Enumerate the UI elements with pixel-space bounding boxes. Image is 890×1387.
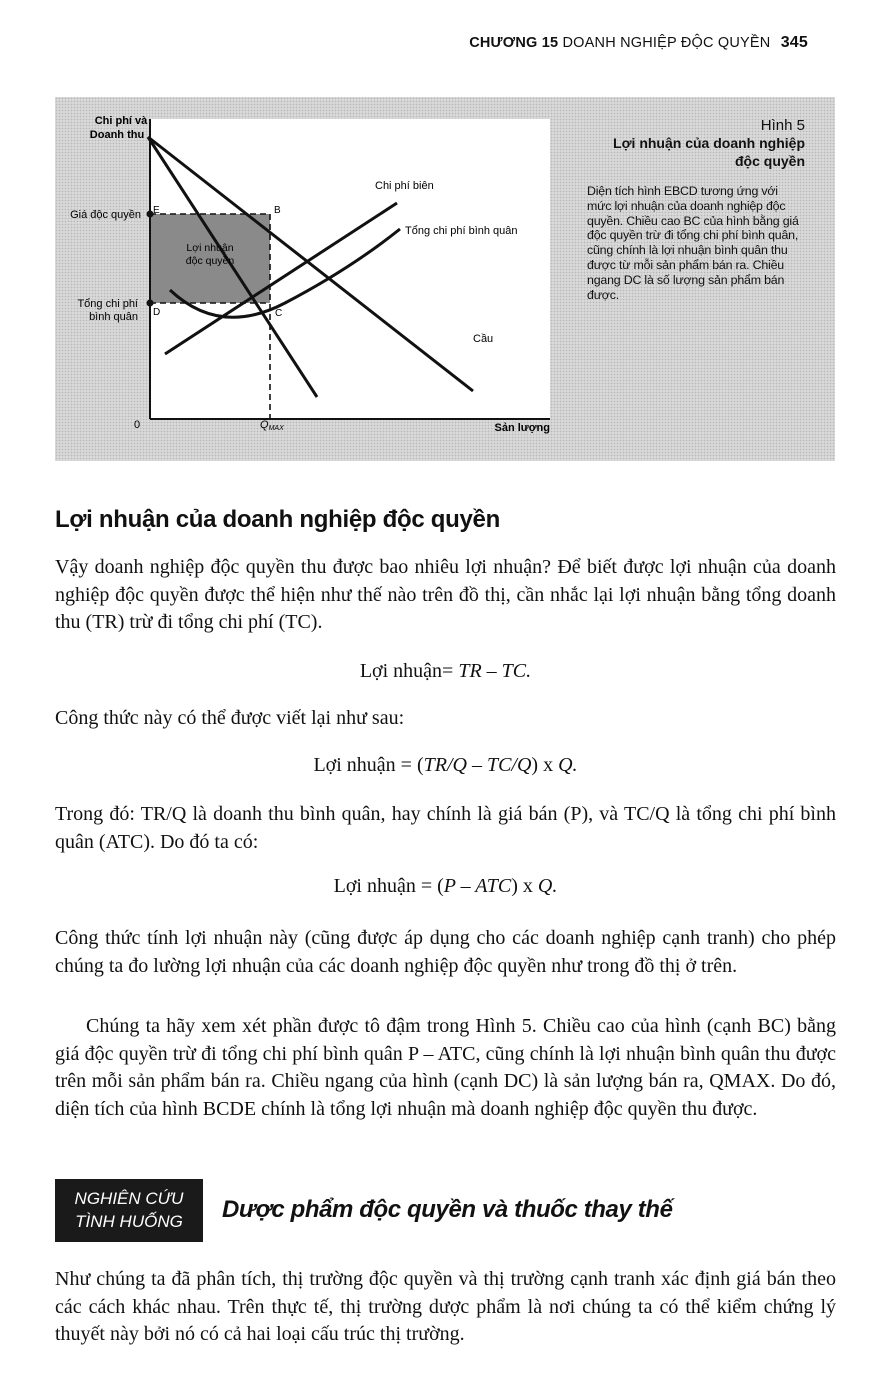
demand-curve-label: Cầu — [473, 333, 494, 345]
paragraph-analysis: Chúng ta hãy xem xét phần được tô đậm trong Hình 5. Chiều cao của hình (cạnh BC) bằng giá độc quyền trừ đi tổng chi phí bình quân P – ATC, cũng chính là lợi nhuận bình quân thu được trên mỗi sản phẩm bán ra. Chiều ngang của hình (cạnh DC) là sản lượng bán ra, QMAX. Do đó, diện tích của hình BCDE chính là tổng lợi nhuận mà doanh nghiệp độc quyền thu được. — [55, 1015, 836, 1120]
point-e-label: E — [153, 205, 160, 216]
case-study-label-line2: TÌNH HUỐNG — [75, 1212, 183, 1231]
formula-profit-3 — [55, 875, 836, 898]
paragraph-rewrite: Công thức này có thể được viết lại như sau: — [55, 707, 405, 729]
figure-panel — [55, 97, 835, 461]
formula-2-expression: TR/Q – TC/Q — [423, 754, 532, 776]
running-header — [469, 34, 808, 52]
figure-caption — [587, 117, 805, 302]
atc-label-line1: Tổng chi phí — [77, 298, 138, 310]
formula-2-q: Q. — [558, 754, 578, 776]
page-number: 345 — [780, 34, 808, 51]
qmax-label: QMAX — [260, 419, 284, 432]
mc-curve-label: Chi phí biên — [375, 180, 434, 192]
formula-1-label: Lợi nhuận= — [359, 660, 454, 682]
section-heading: Lợi nhuận của doanh nghiệp độc quyền — [55, 506, 500, 533]
figure-title: Lợi nhuận của doanh nghiệp độc quyền — [613, 135, 805, 169]
profit-label-line1: Lợi nhuận — [186, 242, 234, 254]
point-d-label: D — [153, 307, 161, 318]
point-c-label: C — [275, 308, 283, 319]
paragraph-case-study: Như chúng ta đã phân tích, thị trường độc quyền và thị trường cạnh tranh xác định giá bán theo các cách khác nhau. Trên thực tế, thị trường dược phẩm là nơi chúng ta có thể kiểm chứng lý thuyết này bởi nó có cả hai loại cấu trúc thị trường. — [55, 1268, 836, 1345]
atc-label-line2: bình quân — [89, 311, 138, 323]
figure-description: Diện tích hình EBCD tương ứng với mức lợi nhuận của doanh nghiệp độc quyền. Chiều cao BC của hình bằng giá độc quyền trừ đi tổng chi phí bình quân, cũng chính là lợi nhuận bình quân thu được từ mỗi sản phẩm bán ra. Chiều ngang DC là số lượng sản phẩm bán được. — [587, 184, 799, 302]
formula-profit-2 — [55, 754, 836, 777]
paragraph-definitions: Trong đó: TR/Q là doanh thu bình quân, hay chính là giá bán (P), và TC/Q là tổng chi phí bình quân (ATC). Do đó ta có: — [55, 803, 836, 853]
profit-label-line2: độc quyền — [185, 255, 235, 267]
y-axis-label-line1: Chi phí và — [94, 115, 148, 127]
paragraph-application: Công thức tính lợi nhuận này (cũng được áp dụng cho các doanh nghiệp cạnh tranh) cho phép chúng ta đo lường lợi nhuận của các doanh nghiệp độc quyền như trong đồ thị ở trên. — [55, 927, 836, 977]
case-study-badge — [55, 1179, 203, 1242]
paragraph-intro: Vậy doanh nghiệp độc quyền thu được bao nhiêu lợi nhuận? Để biết được lợi nhuận của doanh nghiệp độc quyền được thể hiện như thế nào trên đồ thị, cần nhắc lại lợi nhuận bằng tổng doanh thu (TR) trừ đi tổng chi phí (TC). — [55, 556, 836, 633]
point-b-label: B — [274, 205, 281, 216]
formula-2-tail: ) x — [531, 754, 559, 776]
point-d-marker — [147, 300, 154, 307]
atc-curve-label: Tổng chi phí bình quân — [405, 225, 518, 237]
case-study-title: Dược phẩm độc quyền và thuốc thay thế — [222, 1196, 673, 1223]
y-axis-label-line2: Doanh thu — [89, 129, 145, 141]
formula-3-expression: P – ATC — [443, 875, 512, 897]
formula-2-label: Lợi nhuận = ( — [313, 754, 424, 776]
x-axis-label: Sản lượng — [494, 422, 550, 434]
case-study-label-line1: NGHIÊN CỨU — [74, 1189, 184, 1208]
formula-3-label: Lợi nhuận = ( — [333, 875, 444, 897]
figure-number: Hình 5 — [760, 117, 805, 134]
price-label: Giá độc quyền — [70, 209, 141, 221]
chapter-number: CHƯƠNG 15 — [469, 35, 559, 51]
formula-profit-1 — [55, 660, 836, 683]
formula-3-tail: ) x — [511, 875, 538, 897]
formula-3-q: Q. — [537, 875, 558, 897]
formula-1-expression: TR – TC. — [458, 660, 532, 682]
origin-label: 0 — [133, 419, 141, 431]
chapter-title: DOANH NGHIỆP ĐỘC QUYỀN — [562, 35, 771, 51]
